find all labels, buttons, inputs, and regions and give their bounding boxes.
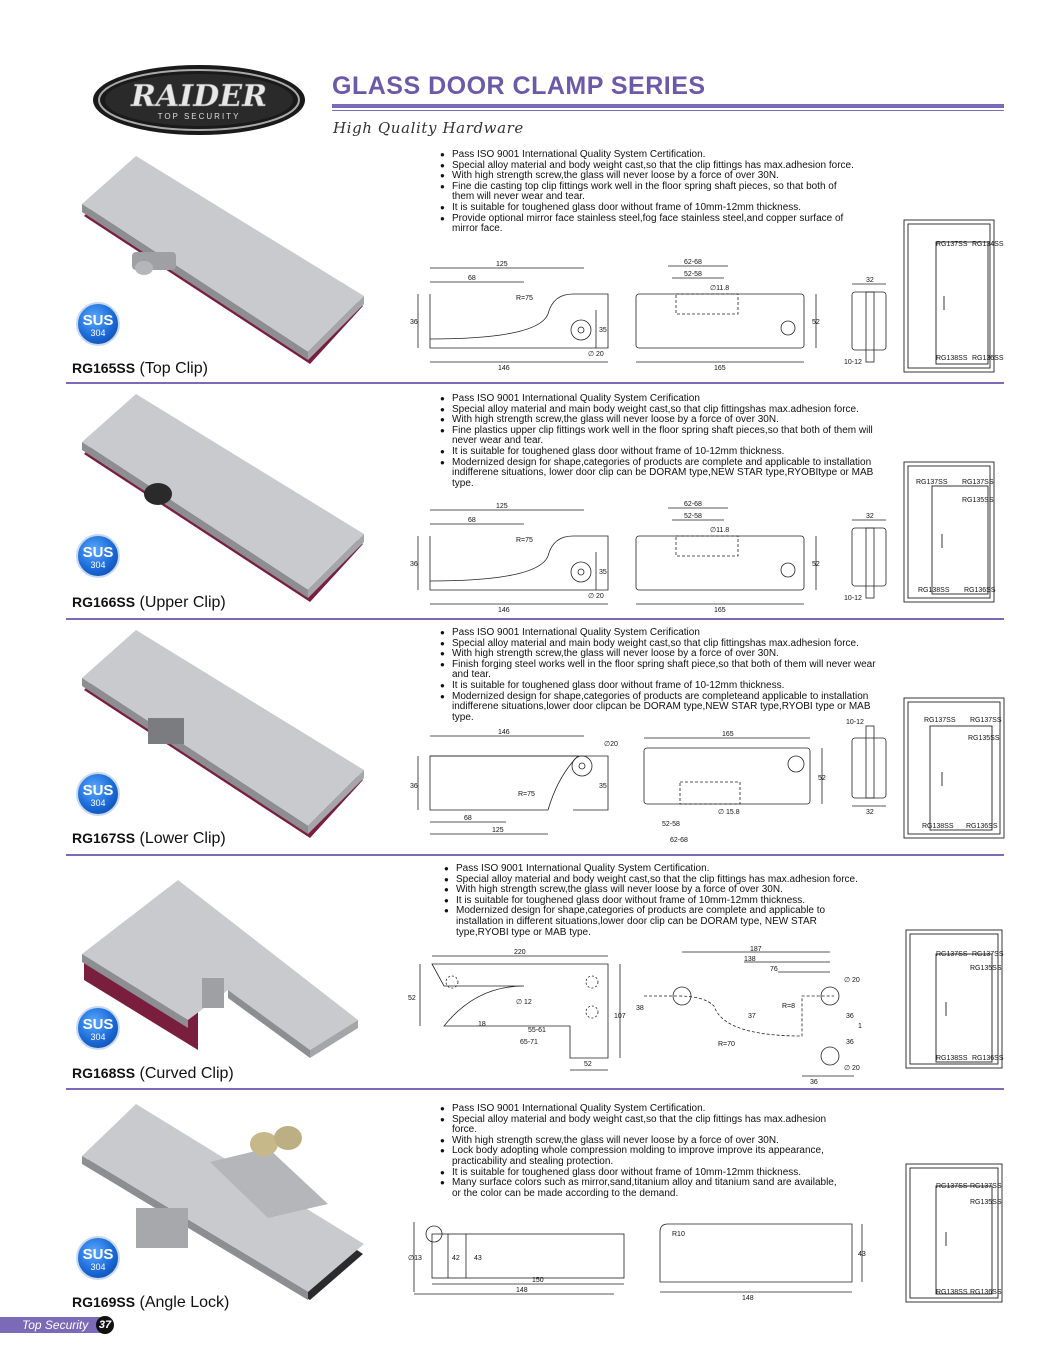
- svg-text:∅ 20: ∅ 20: [588, 593, 604, 600]
- svg-text:RG137SS: RG137SS: [916, 479, 948, 486]
- svg-text:68: 68: [468, 275, 476, 282]
- svg-text:42: 42: [452, 1255, 460, 1262]
- svg-text:10-12: 10-12: [844, 359, 862, 366]
- svg-text:RG136SS: RG136SS: [972, 1055, 1004, 1062]
- svg-text:36: 36: [846, 1039, 854, 1046]
- door-elevation-diagram: [902, 218, 1004, 374]
- svg-text:52: 52: [812, 319, 820, 326]
- dimension-drawing-front: [634, 946, 874, 1086]
- model-label: RG165SS (Top Clip): [72, 360, 208, 377]
- svg-text:10-12: 10-12: [846, 719, 864, 726]
- svg-text:∅ 15.8: ∅ 15.8: [718, 809, 740, 816]
- dimension-drawing-side: [404, 1218, 634, 1304]
- dimension-drawing-end: [840, 510, 890, 610]
- feature-list: ● Pass ISO 9001 International Quality System Cerification ● Special alloy material and main body weight cast,so that clip fittingshas max.adhesion force. ● With high strength screw,the glass will never loose by a force of over 30N. ● Finish forging steel works well in the floor spring shaft piece,so that both of them will never wear and tear. ● It is suitable for toughened glass door without frame of 10-12mm thickness. ● Modernized design for shape,categories of products are completeand applicable to installation indifferene situations,lower door clipcan be DORAM type,NEW STAR type,RYOBI type or MAB type.: [440, 628, 890, 723]
- svg-text:146: 146: [498, 729, 510, 736]
- svg-text:146: 146: [498, 365, 510, 372]
- product-photo-upper-clip: [78, 394, 368, 606]
- logo-wordmark: RAIDER: [130, 79, 268, 114]
- dimension-drawing-top: [656, 1218, 876, 1304]
- svg-text:RG137SS: RG137SS: [970, 1183, 1002, 1190]
- svg-text:36: 36: [410, 319, 418, 326]
- svg-text:RG137SS: RG137SS: [972, 951, 1004, 958]
- dimension-drawing-top: [630, 726, 830, 850]
- svg-text:RG138SS: RG138SS: [936, 355, 968, 362]
- svg-text:68: 68: [468, 517, 476, 524]
- svg-text:35: 35: [599, 327, 607, 334]
- svg-text:43: 43: [474, 1255, 482, 1262]
- svg-text:125: 125: [496, 503, 508, 510]
- svg-text:∅ 12: ∅ 12: [516, 999, 532, 1006]
- svg-text:220: 220: [514, 949, 526, 956]
- svg-text:52-58: 52-58: [684, 513, 702, 520]
- product-photo-curved-clip: [78, 880, 368, 1080]
- svg-text:∅13: ∅13: [408, 1255, 422, 1262]
- svg-text:62-68: 62-68: [684, 259, 702, 266]
- svg-text:RG136SS: RG136SS: [970, 1289, 1002, 1296]
- feature-list: ● Pass ISO 9001 International Quality System Certification. ● Special alloy material and body weight cast,so that the clip fittings has max.adhesion force. ● With high strength screw,the glass will never loose by a force of over 30N. ● Lock body adopting whole compression molding to improve improve its appearance, practicability and stealing protection. ● It is suitable for toughened glass door without frame of 10mm-12mm thickness. ● Many surface colors such as mirror,sand,titanium alloy and titanium sand are available, or the color can be made according to the demand.: [440, 1104, 840, 1199]
- svg-text:148: 148: [742, 1295, 754, 1302]
- model-label: RG167SS (Lower Clip): [72, 830, 226, 847]
- dimension-drawing-end: [840, 274, 890, 374]
- svg-text:R10: R10: [672, 1231, 685, 1238]
- product-section-rg165ss: [0, 150, 1058, 386]
- svg-text:∅11.8: ∅11.8: [710, 527, 730, 534]
- svg-text:RG137SS: RG137SS: [936, 241, 968, 248]
- svg-text:52: 52: [408, 995, 416, 1002]
- svg-text:52: 52: [584, 1061, 592, 1068]
- title-rule-thin: [332, 110, 1004, 111]
- product-section-rg167ss: [0, 626, 1058, 856]
- svg-text:RG137SS: RG137SS: [936, 1183, 968, 1190]
- door-elevation-diagram: [902, 460, 998, 604]
- door-elevation-diagram: [904, 928, 1004, 1070]
- model-label: RG169SS (Angle Lock): [72, 1294, 230, 1311]
- svg-text:RG136SS: RG136SS: [966, 823, 998, 830]
- dimension-drawing-side: [408, 254, 628, 374]
- svg-text:62-68: 62-68: [684, 501, 702, 508]
- svg-text:R=75: R=75: [516, 295, 533, 302]
- feature-list: ● Pass ISO 9001 International Quality System Certification. ● Special alloy material and body weight cast,so that the clip fittings has max.adhesion force. ● With high strength screw,the glass will never loose by a force of over 30N. ● It is suitable for toughened glass door without frame of 10mm-12mm thickness. ● Modernized design for shape,categories of products are complete and applicable to installation in different situations,lower door clip can be DORAM type, NEW STAR type,RYOBI type or MAB type.: [444, 864, 864, 938]
- product-photo-top-clip: [78, 156, 368, 368]
- svg-text:52-58: 52-58: [662, 821, 680, 828]
- page-title: GLASS DOOR CLAMP SERIES: [332, 72, 706, 100]
- svg-text:52: 52: [812, 561, 820, 568]
- feature-list: ● Pass ISO 9001 International Quality System Cerification ● Special alloy material and main body weight cast,so that clip fittingshas max.adhesion force. ● With high strength screw,the glass will never loose by a force of over 30N. ● Fine plastics upper clip fittings work well in the floor spring shaft pieces,so that both of them will never wear and tear. ● It is suitable for toughened glass door without frame of 10-12mm thickness. ● Modernized design for shape,categories of products are complete and applicable to installation indifferene situations, lower door clip can be DORAM type,NEW STAR type,RYOBItype or MAB type.: [440, 394, 890, 489]
- svg-text:68: 68: [464, 815, 472, 822]
- svg-text:125: 125: [492, 827, 504, 834]
- svg-text:RG137SS: RG137SS: [924, 717, 956, 724]
- svg-text:R=8: R=8: [782, 1003, 796, 1010]
- svg-text:165: 165: [722, 731, 734, 738]
- dimension-drawing-top: [628, 254, 828, 374]
- svg-text:146: 146: [498, 607, 510, 614]
- sus304-badge: SUS 304: [76, 1236, 120, 1280]
- page-number: 37: [96, 1316, 114, 1334]
- product-photo-angle-lock: [78, 1104, 368, 1304]
- svg-text:RG135SS: RG135SS: [962, 497, 994, 504]
- svg-text:RG137SS: RG137SS: [936, 951, 968, 958]
- dimension-drawing-side: [408, 496, 628, 616]
- svg-text:∅ 20: ∅ 20: [844, 977, 860, 984]
- svg-text:∅20: ∅20: [604, 741, 618, 748]
- svg-text:RG138SS: RG138SS: [918, 587, 950, 594]
- svg-text:1: 1: [858, 1023, 862, 1030]
- svg-text:150: 150: [532, 1277, 544, 1284]
- door-elevation-diagram: [904, 1162, 1004, 1304]
- svg-text:165: 165: [714, 365, 726, 372]
- svg-text:∅ 20: ∅ 20: [844, 1065, 860, 1072]
- logo-tagline: TOP SECURITY: [157, 112, 241, 121]
- sus304-badge: SUS 304: [76, 302, 120, 346]
- svg-text:36: 36: [410, 561, 418, 568]
- svg-text:R=70: R=70: [718, 1041, 735, 1048]
- svg-text:38: 38: [636, 1005, 644, 1012]
- svg-text:187: 187: [750, 946, 762, 953]
- dimension-drawing-end: [840, 716, 890, 816]
- section-divider: [66, 382, 1004, 384]
- model-label: RG168SS (Curved Clip): [72, 1065, 234, 1082]
- sus304-badge: SUS 304: [76, 534, 120, 578]
- svg-text:32: 32: [866, 277, 874, 284]
- dimension-drawing-side: [404, 946, 634, 1078]
- dimension-drawing-side: [408, 726, 628, 850]
- svg-text:52-58: 52-58: [684, 271, 702, 278]
- svg-text:R=75: R=75: [516, 537, 533, 544]
- svg-text:37: 37: [748, 1013, 756, 1020]
- svg-text:RG134SS: RG134SS: [972, 241, 1004, 248]
- svg-text:RG136SS: RG136SS: [964, 587, 996, 594]
- svg-text:R=75: R=75: [518, 791, 535, 798]
- dimension-drawing-top: [628, 496, 828, 616]
- svg-text:36: 36: [410, 783, 418, 790]
- svg-text:RG135SS: RG135SS: [968, 735, 1000, 742]
- product-section-rg168ss: [0, 862, 1058, 1094]
- svg-text:RG135SS: RG135SS: [970, 965, 1002, 972]
- title-rule: [332, 104, 1004, 108]
- svg-text:125: 125: [496, 261, 508, 268]
- svg-text:10-12: 10-12: [844, 595, 862, 602]
- door-elevation-diagram: [902, 696, 1006, 840]
- svg-text:65-71: 65-71: [520, 1039, 538, 1046]
- svg-text:RG137SS: RG137SS: [970, 717, 1002, 724]
- sus304-badge: SUS 304: [76, 772, 120, 816]
- svg-text:18: 18: [478, 1021, 486, 1028]
- svg-text:RG135SS: RG135SS: [970, 1199, 1002, 1206]
- footer-label: Top Security: [22, 1318, 89, 1332]
- svg-text:107: 107: [614, 1013, 626, 1020]
- section-divider: [66, 854, 1004, 856]
- svg-text:165: 165: [714, 607, 726, 614]
- svg-text:55-61: 55-61: [528, 1027, 546, 1034]
- svg-text:RG138SS: RG138SS: [936, 1289, 968, 1296]
- page-subtitle: High Quality Hardware: [333, 119, 524, 137]
- svg-text:RG138SS: RG138SS: [936, 1055, 968, 1062]
- svg-text:35: 35: [599, 569, 607, 576]
- svg-text:∅ 20: ∅ 20: [588, 351, 604, 358]
- svg-text:36: 36: [846, 1013, 854, 1020]
- svg-text:36: 36: [810, 1079, 818, 1086]
- product-section-rg169ss: [0, 1100, 1058, 1314]
- svg-text:76: 76: [770, 966, 778, 973]
- svg-text:∅11.8: ∅11.8: [710, 285, 730, 292]
- product-photo-lower-clip: [78, 630, 368, 842]
- svg-text:35: 35: [599, 783, 607, 790]
- svg-text:43: 43: [858, 1251, 866, 1258]
- svg-text:RG136SS: RG136SS: [972, 355, 1004, 362]
- model-label: RG166SS (Upper Clip): [72, 594, 226, 611]
- feature-list: ● Pass ISO 9001 International Quality System Certification. ● Special alloy material and body weight cast,so that the clip fittings has max.adhesion force. ● With high strength screw,the glass will never loose by a force of over 30N. ● Fine die casting top clip fittings work well in the floor spring shaft pieces, so that both of them will never wear and tear. ● It is suitable for toughened glass door without frame of 10mm-12mm thickness. ● Provide optional mirror face stainless steel,fog face stainless steel,and copper surface of mirror face.: [440, 150, 860, 235]
- raider-logo: [92, 64, 306, 136]
- svg-text:62-68: 62-68: [670, 837, 688, 844]
- svg-text:32: 32: [866, 513, 874, 520]
- svg-text:148: 148: [516, 1287, 528, 1294]
- svg-text:32: 32: [866, 809, 874, 816]
- svg-text:RG137SS: RG137SS: [962, 479, 994, 486]
- product-section-rg166ss: [0, 392, 1058, 622]
- section-divider: [66, 618, 1004, 620]
- svg-text:138: 138: [744, 956, 756, 963]
- svg-text:RG138SS: RG138SS: [922, 823, 954, 830]
- sus304-badge: SUS 304: [76, 1006, 120, 1050]
- section-divider: [66, 1088, 1004, 1090]
- svg-text:52: 52: [818, 775, 826, 782]
